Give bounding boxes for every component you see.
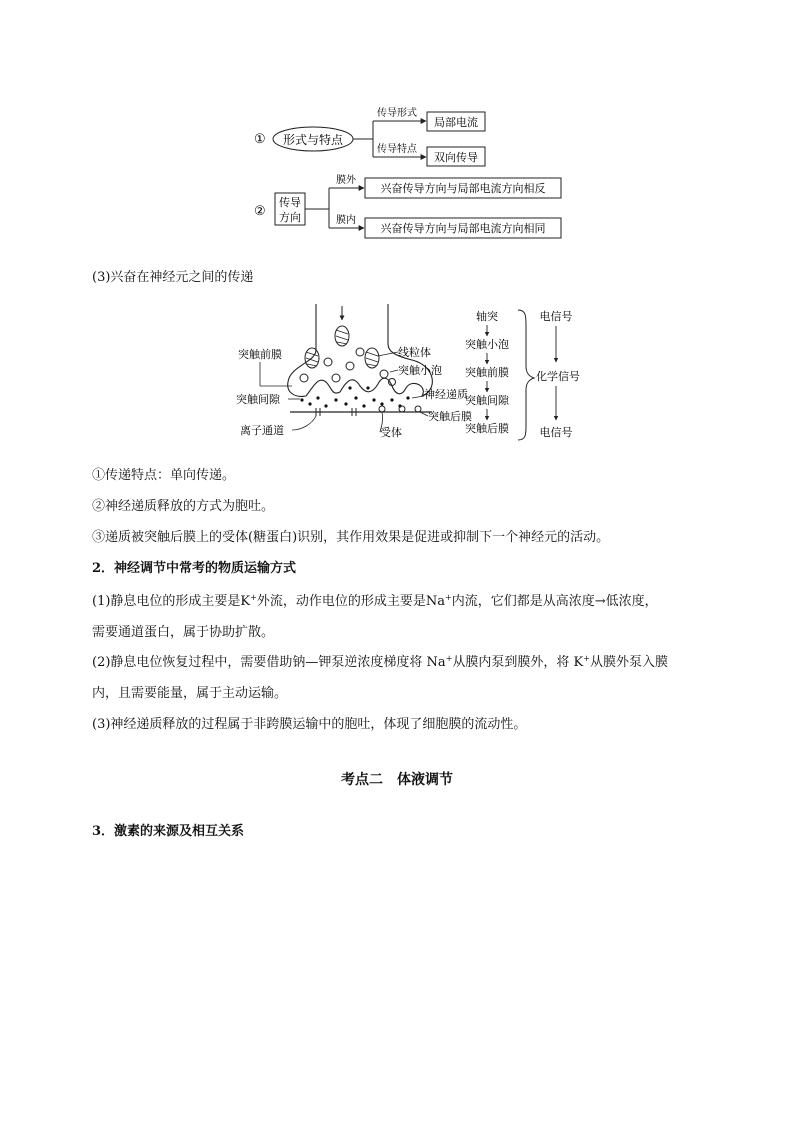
heading-transport-modes: 2．神经调节中常考的物质运输方式 (92, 561, 297, 576)
synapse-diagram (232, 300, 592, 448)
signal-middle: 化学信号 (536, 370, 580, 383)
mitochondrion-3 (365, 348, 379, 368)
mitochondrion-1 (335, 326, 349, 346)
synapse-diagram-svg (232, 300, 592, 448)
row2-root-line2: 方向 (279, 211, 301, 224)
p6-part-b: 从膜内泵到膜外，将 K (452, 655, 584, 670)
leader-transmitter (412, 396, 424, 398)
flow-item-cleft: 突触间隙 (465, 394, 509, 407)
label-receptor: 受体 (380, 426, 402, 439)
row2-branch2-label: 膜内 (336, 215, 356, 226)
row2-box2-text: 兴奋传导方向与局部电流方向相同 (380, 222, 546, 235)
signal-bottom: 电信号 (539, 426, 573, 439)
row1-root-text: 形式与特点 (282, 133, 344, 147)
row2-root-line1: 传导 (279, 196, 301, 209)
p4-part-a: (1)静息电位的形成主要是K (92, 594, 251, 609)
section3-heading: (3)兴奋在神经元之间的传递 (92, 270, 254, 285)
p4-sup-1: + (250, 593, 257, 602)
row1-box2-text: 双向传导 (434, 151, 478, 164)
label-neurotransmitter: 神经递质 (424, 388, 468, 401)
p6-part-a: (2)静息电位恢复过程中，需要借助钠—钾泵逆浓度梯度将 Na (92, 655, 446, 670)
paragraph-resting-potential (92, 592, 658, 612)
flow-item-postsyn: 突触后膜 (465, 422, 509, 435)
leader-postsyn (420, 412, 428, 416)
p4-part-c: 内流，它们都是从高浓度→低浓度， (451, 594, 658, 609)
leader-ion (292, 416, 316, 430)
label-synaptic-cleft: 突触间隙 (236, 393, 280, 406)
row2-box1-text: 兴奋传导方向与局部电流方向相反 (380, 182, 546, 195)
signal-top: 电信号 (539, 310, 573, 323)
flow-brace (518, 310, 534, 440)
row1-branch1-label: 传导形式 (377, 108, 417, 119)
label-mitochondria: 线粒体 (398, 346, 431, 359)
flow-item-presyn: 突触前膜 (465, 366, 509, 379)
section-title-humoral: 考点二 体液调节 (341, 772, 453, 788)
paragraph-transmitter-release: ②神经递质释放的方式为胞吐。 (92, 499, 275, 514)
row2-branch1-label: 膜外 (336, 175, 356, 186)
conduction-diagram (248, 100, 570, 260)
label-presynaptic-membrane: 突触前膜 (238, 348, 282, 361)
paragraph-channel-protein: 需要通道蛋白，属于协助扩散。 (92, 625, 275, 640)
paragraph-active-transport: 内，且需要能量，属于主动运输。 (92, 686, 288, 701)
row1-branch2-label: 传导特点 (377, 144, 417, 155)
paragraph-receptor-recognition: ③递质被突触后膜上的受体(糖蛋白)识别，其作用效果是促进或抑制下一个神经元的活动。 (92, 530, 610, 545)
row1-number: ① (254, 132, 266, 147)
p6-part-c: 从膜外泵入膜 (589, 655, 668, 670)
p6-sup-2: + (583, 654, 590, 663)
leader-vesicle (390, 370, 398, 372)
heading-hormone-sources: 3．激素的来源及相互关系 (92, 824, 245, 839)
label-ion-channel: 离子通道 (240, 424, 284, 437)
p4-sup-2: + (444, 593, 452, 602)
paragraph-transmission-feature: ①传递特点：单向传递。 (92, 468, 236, 483)
p4-part-b: 外流，动作电位的形成主要是Na (256, 594, 445, 609)
conduction-diagram-svg (248, 100, 570, 260)
row2-number: ② (254, 204, 266, 219)
flow-item-vesicle: 突触小泡 (465, 338, 509, 351)
flow-item-axon: 轴突 (476, 310, 498, 323)
p6-sup-1: + (445, 654, 453, 663)
label-postsynaptic-membrane: 突触后膜 (428, 410, 472, 423)
paragraph-exocytosis: (3)神经递质释放的过程属于非跨膜运输中的胞吐，体现了细胞膜的流动性。 (92, 717, 527, 732)
receptors (379, 406, 421, 412)
paragraph-pump-recovery (92, 653, 668, 673)
row1-box1-text: 局部电流 (434, 116, 478, 129)
label-synaptic-vesicle: 突触小泡 (398, 364, 442, 377)
